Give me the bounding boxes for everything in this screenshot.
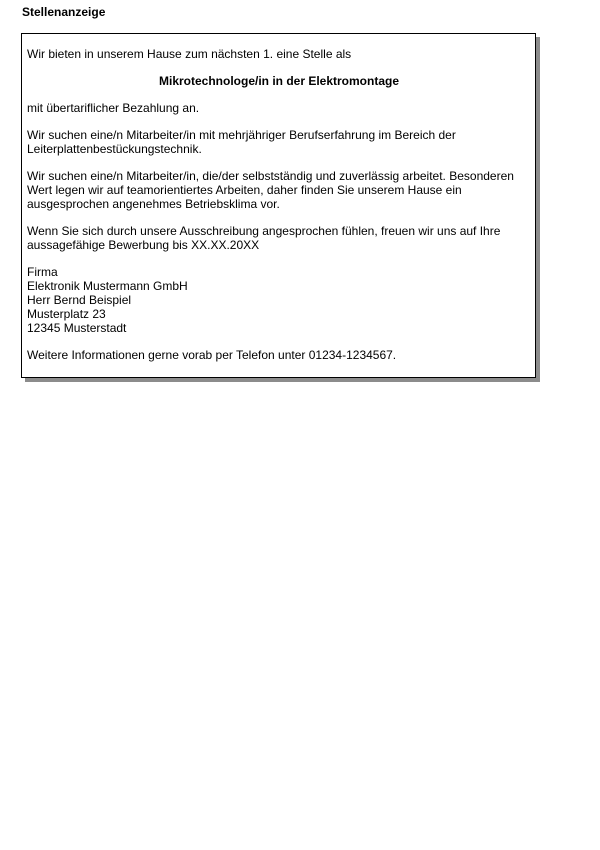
position-title: Mikrotechnologe/in in der Elektromontage bbox=[158, 74, 400, 88]
company-address bbox=[27, 265, 531, 335]
application-line: aussagefähige Bewerbung bis XX.XX.20XX bbox=[27, 238, 260, 252]
culture-line: ausgesprochen angenehmes Betriebsklima vor. bbox=[27, 197, 280, 211]
ad-intro: Wir bieten in unserem Hause zum nächsten 1. eine Stelle als bbox=[27, 47, 352, 61]
requirements-line: Wir suchen eine/n Mitarbeiter/in mit mehrjähriger Berufserfahrung im Bereich der bbox=[27, 128, 456, 142]
ad-culture bbox=[27, 169, 531, 211]
company-name: Elektronik Mustermann GmbH bbox=[27, 279, 188, 293]
culture-line: Wir suchen eine/n Mitarbeiter/in, die/der selbstständig und zuverlässig arbeitet. Besonderen bbox=[27, 169, 514, 183]
ad-salary: mit übertariflicher Bezahlung an. bbox=[27, 101, 200, 115]
address-label: Firma bbox=[27, 265, 58, 279]
ad-application bbox=[27, 224, 531, 252]
culture-line: Wert legen wir auf teamorientiertes Arbeiten, daher finden Sie unserem Hause ein bbox=[27, 183, 462, 197]
job-ad-box bbox=[21, 33, 536, 378]
contact-info: Weitere Informationen gerne vorab per Telefon unter 01234-1234567. bbox=[27, 348, 397, 362]
contact-person: Herr Bernd Beispiel bbox=[27, 293, 132, 307]
page-title: Stellenanzeige bbox=[22, 5, 106, 19]
requirements-line: Leiterplattenbestückungstechnik. bbox=[27, 142, 202, 156]
ad-requirements bbox=[27, 128, 531, 156]
application-line: Wenn Sie sich durch unsere Ausschreibung angesprochen fühlen, freuen wir uns auf Ihre bbox=[27, 224, 501, 238]
address-city: 12345 Musterstadt bbox=[27, 321, 127, 335]
address-street: Musterplatz 23 bbox=[27, 307, 106, 321]
